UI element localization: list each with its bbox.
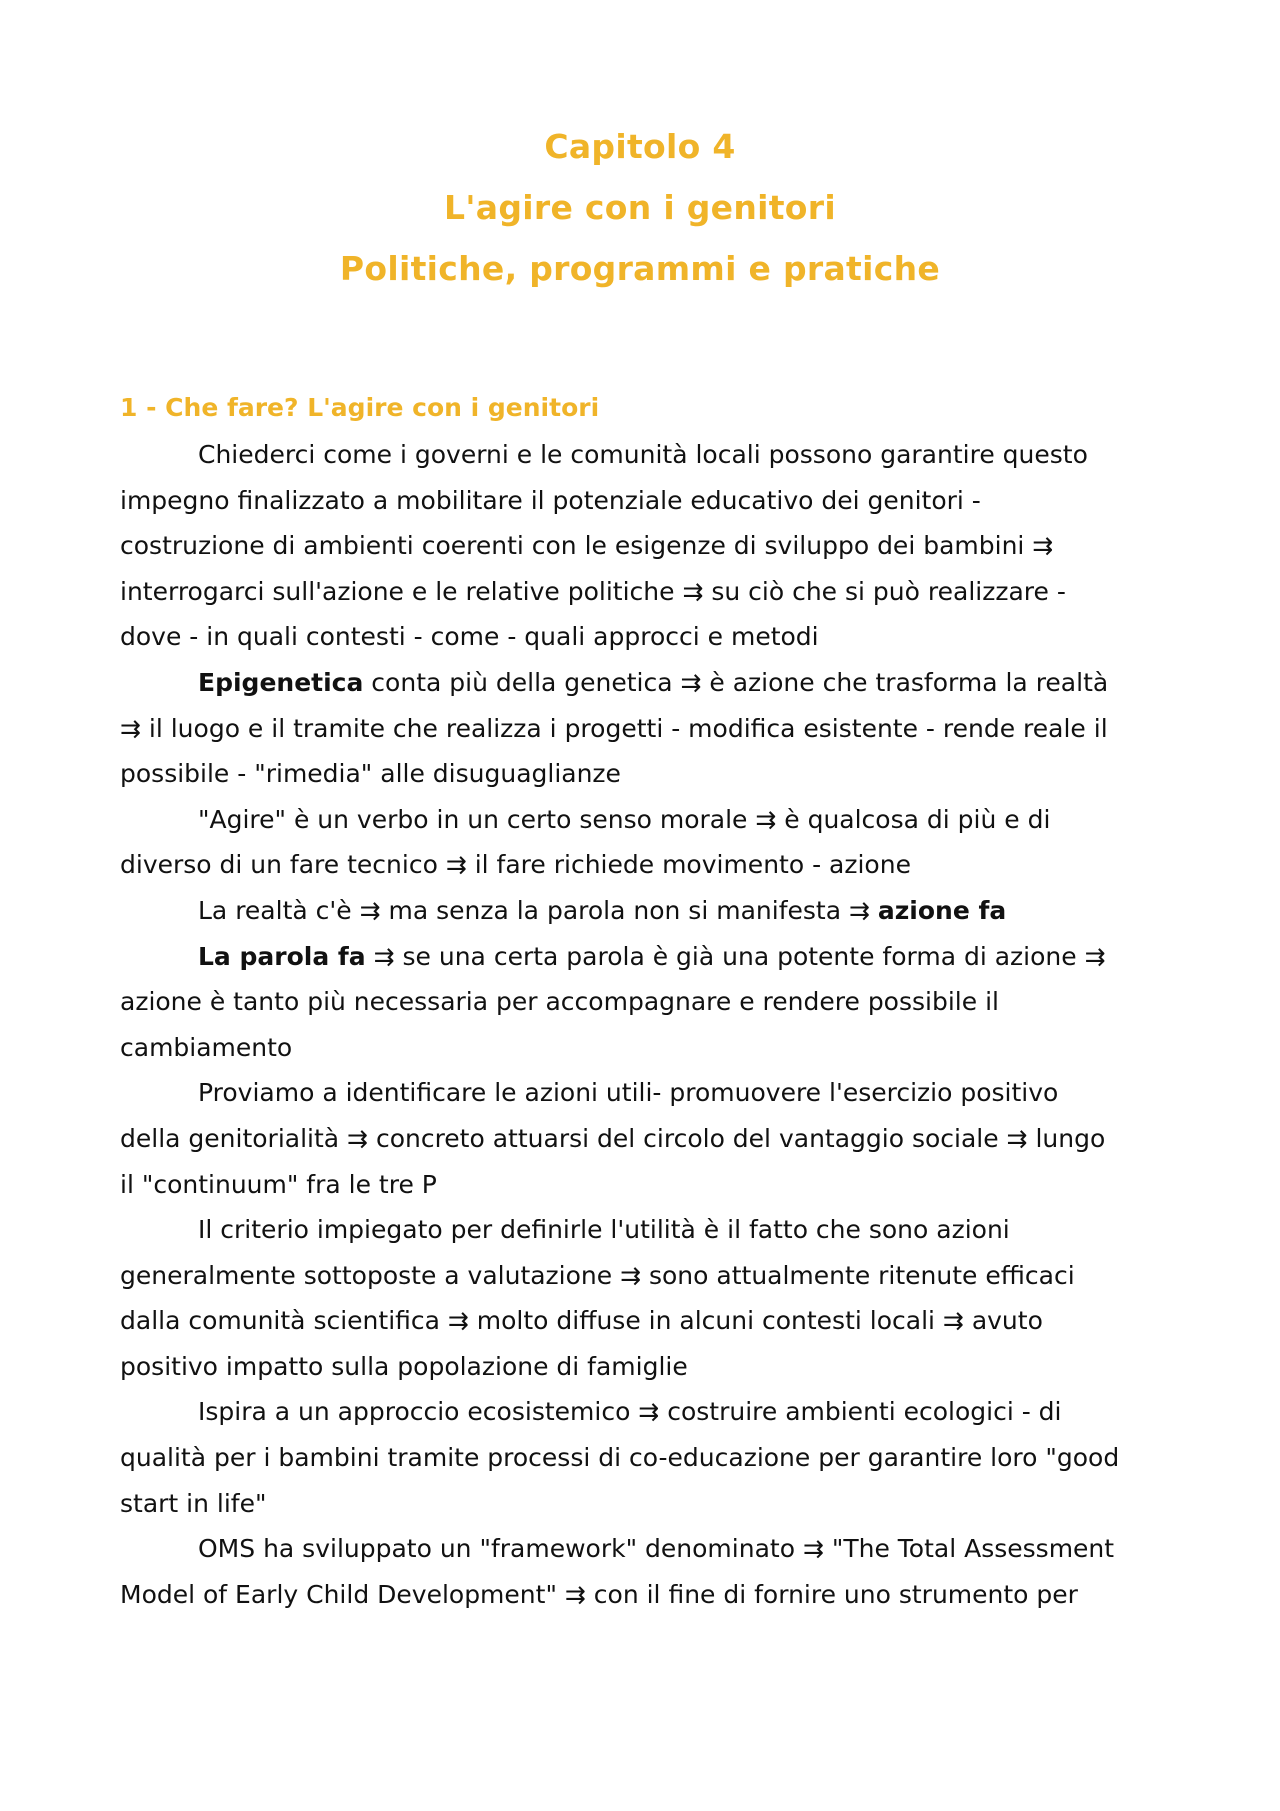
text-line	[120, 1116, 1170, 1162]
chapter-number: Capitolo 4	[544, 127, 736, 166]
text-line	[120, 979, 1170, 1025]
text-line	[120, 751, 1170, 797]
text-segment: il "continuum" fra le tre P	[120, 1169, 437, 1199]
text-line	[120, 1435, 1170, 1481]
text-segment: dove - in quali contesti - come - quali approcci e metodi	[120, 622, 819, 652]
text-segment: generalmente sottoposte a valutazione ⇉ sono attualmente ritenute efficaci	[120, 1260, 1075, 1290]
text-line	[120, 614, 1170, 660]
text-segment: dalla comunità scientifica ⇉ molto diffuse in alcuni contesti locali ⇉ avuto	[120, 1306, 1043, 1336]
text-segment: Il criterio impiegato per definirle l'utilità è il fatto che sono azioni	[198, 1215, 1010, 1245]
text-segment: ⇉ se una certa parola è già una potente forma di azione ⇉	[365, 941, 1106, 971]
text-line	[120, 1572, 1170, 1618]
body-text	[120, 432, 1170, 1617]
text-line	[120, 432, 1170, 478]
text-line	[120, 888, 1170, 934]
text-line	[120, 1344, 1170, 1390]
chapter-title	[0, 116, 1280, 299]
text-segment: start in life"	[120, 1488, 267, 1518]
text-segment: Proviamo a identificare le azioni utili- promuovere l'esercizio positivo	[198, 1078, 1059, 1108]
text-line	[120, 1389, 1170, 1435]
text-segment: Chiederci come i governi e le comunità locali possono garantire questo	[198, 440, 1088, 469]
text-line	[120, 797, 1170, 843]
text-segment: ⇉ il luogo e il tramite che realizza i progetti - modifica esistente - rende reale il	[120, 713, 1108, 743]
text-segment: "Agire" è un verbo in un certo senso morale ⇉ è qualcosa di più e di	[198, 804, 1051, 834]
text-line	[120, 478, 1170, 524]
text-line	[120, 1025, 1170, 1071]
text-segment: della genitorialità ⇉ concreto attuarsi del circolo del vantaggio sociale ⇉ lungo	[120, 1123, 1106, 1153]
text-segment: interrogarci sull'azione e le relative politiche ⇉ su ciò che si può realizzare -	[120, 576, 1066, 606]
section-heading: 1 - Che fare? L'agire con i genitori	[120, 393, 600, 422]
text-segment: Ispira a un approccio ecosistemico ⇉ costruire ambienti ecologici - di	[198, 1397, 1062, 1427]
text-segment: possibile - "rimedia" alle disuguaglianze	[120, 759, 621, 789]
text-line	[120, 842, 1170, 888]
text-line	[120, 1298, 1170, 1344]
text-segment: cambiamento	[120, 1032, 293, 1062]
text-line	[120, 660, 1170, 706]
text-segment: diverso di un fare tecnico ⇉ il fare richiede movimento - azione	[120, 850, 911, 880]
text-segment: La realtà c'è ⇉ ma senza la parola non si manifesta ⇉	[198, 895, 878, 925]
text-line	[120, 569, 1170, 615]
chapter-name: L'agire con i genitori	[444, 188, 836, 227]
text-line	[120, 523, 1170, 569]
text-line	[120, 1253, 1170, 1299]
text-line	[120, 1526, 1170, 1572]
chapter-subtitle: Politiche, programmi e pratiche	[339, 249, 941, 288]
text-line	[120, 1207, 1170, 1253]
text-segment: azione è tanto più necessaria per accompagnare e rendere possibile il	[120, 987, 999, 1017]
text-segment: OMS ha sviluppato un "framework" denominato ⇉ "The Total Assessment	[198, 1534, 1115, 1564]
text-segment: positivo impatto sulla popolazione di famiglie	[120, 1351, 688, 1381]
text-segment: qualità per i bambini tramite processi di co-educazione per garantire loro "good	[120, 1443, 1120, 1473]
text-line	[120, 706, 1170, 752]
text-segment: Model of Early Child Development" ⇉ con il fine di fornire uno strumento per	[120, 1579, 1078, 1609]
text-line	[120, 1162, 1170, 1208]
text-segment: impegno finalizzato a mobilitare il potenziale educativo dei genitori -	[120, 485, 981, 515]
bold-term: La parola fa	[198, 941, 366, 971]
text-segment: conta più della genetica ⇉ è azione che trasforma la realtà	[363, 667, 1109, 697]
bold-term: Epigenetica	[198, 667, 364, 697]
bold-term: azione fa	[877, 895, 1007, 925]
text-line	[120, 1070, 1170, 1116]
text-line	[120, 934, 1170, 980]
text-segment: costruzione di ambienti coerenti con le esigenze di sviluppo dei bambini ⇉	[120, 531, 1054, 561]
text-line	[120, 1481, 1170, 1527]
